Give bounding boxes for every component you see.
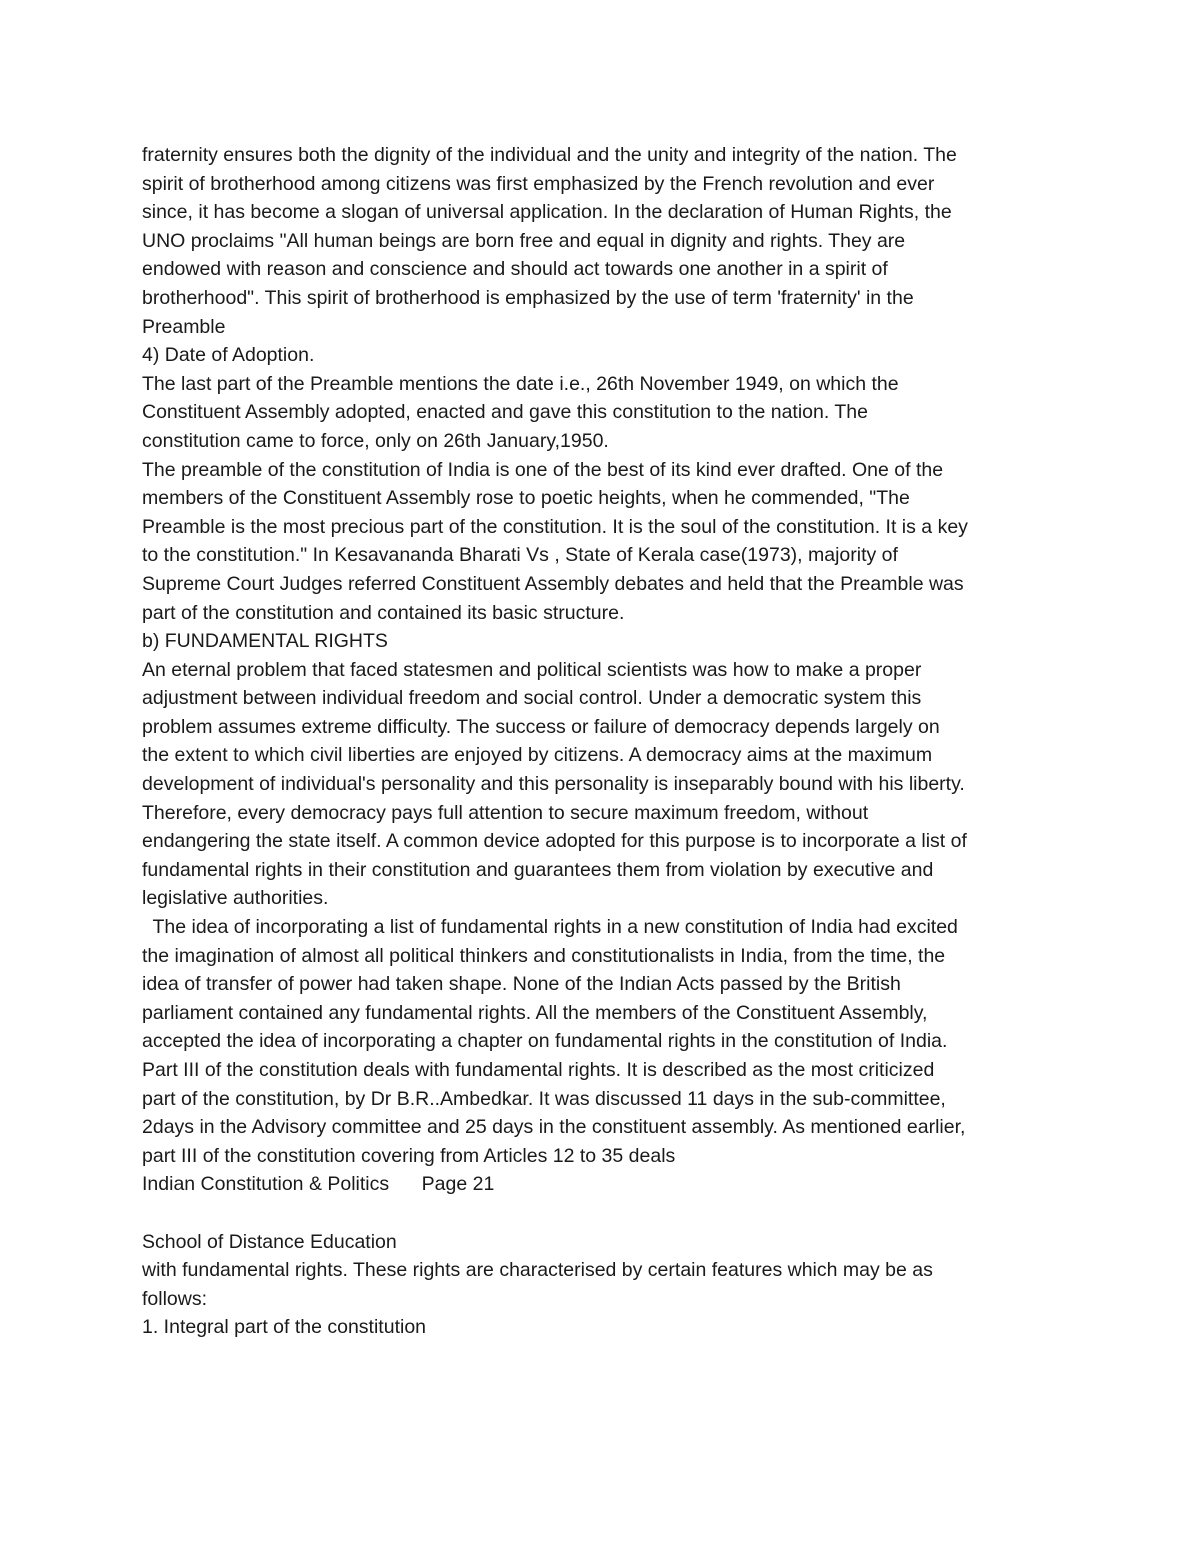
- text-line: UNO proclaims "All human beings are born free and equal in dignity and rights. They are: [142, 229, 906, 252]
- text-line: 2days in the Advisory committee and 25 days in the constituent assembly. As mentioned earlier,: [142, 1116, 966, 1139]
- text-line: part of the constitution and contained its basic structure.: [142, 601, 625, 624]
- text-line: to the constitution." In Kesavananda Bharati Vs , State of Kerala case(1973), majority of: [142, 544, 898, 567]
- section-heading: b) FUNDAMENTAL RIGHTS: [142, 630, 388, 653]
- text-line: problem assumes extreme difficulty. The success or failure of democracy depends largely on: [142, 715, 940, 738]
- page-break-gap: [142, 1199, 1082, 1228]
- text-line: fraternity ensures both the dignity of the individual and the unity and integrity of the nation. The: [142, 144, 957, 166]
- list-item: 1. Integral part of the constitution: [142, 1316, 427, 1339]
- text-line: endowed with reason and conscience and should act towards one another in a spirit of: [142, 258, 888, 281]
- text-line: spirit of brotherhood among citizens was first emphasized by the French revolution and ever: [142, 172, 935, 195]
- text-line: The idea of incorporating a list of fundamental rights in a new constitution of India had excited: [142, 916, 958, 939]
- text-line: Constituent Assembly adopted, enacted and gave this constitution to the nation. The: [142, 401, 868, 424]
- text-line: Preamble: [142, 315, 226, 338]
- text-line: idea of transfer of power had taken shape. None of the Indian Acts passed by the British: [142, 973, 901, 996]
- text-line: adjustment between individual freedom and social control. Under a democratic system this: [142, 687, 922, 710]
- text-line: part III of the constitution covering from Articles 12 to 35 deals: [142, 1144, 676, 1167]
- text-line: the imagination of almost all political thinkers and constitutionalists in India, from the time, the: [142, 944, 946, 967]
- text-line: the extent to which civil liberties are enjoyed by citizens. A democracy aims at the maximum: [142, 744, 933, 767]
- text-line: development of individual's personality and this personality is inseparably bound with his liberty.: [142, 773, 965, 796]
- text-line: brotherhood". This spirit of brotherhood is emphasized by the use of term 'fraternity' in the: [142, 286, 914, 309]
- text-line: legislative authorities.: [142, 887, 329, 910]
- text-line: endangering the state itself. A common device adopted for this purpose is to incorporate a list of: [142, 830, 967, 853]
- text-line: The preamble of the constitution of India is one of the best of its kind ever drafted. One of the: [142, 458, 944, 481]
- text-line: part of the constitution, by Dr B.R..Ambedkar. It was discussed 11 days in the sub-committee,: [142, 1087, 946, 1110]
- text-line: accepted the idea of incorporating a chapter on fundamental rights in the constitution of India.: [142, 1030, 948, 1053]
- text-line: follows:: [142, 1287, 208, 1310]
- section-heading: 4) Date of Adoption.: [142, 344, 315, 367]
- text-line: members of the Constituent Assembly rose to poetic heights, when he commended, "The: [142, 487, 910, 510]
- text-line: parliament contained any fundamental rights. All the members of the Constituent Assembly,: [142, 1001, 928, 1024]
- page-header: School of Distance Education: [142, 1230, 397, 1253]
- text-line: constitution came to force, only on 26th January,1950.: [142, 429, 609, 452]
- text-line: The last part of the Preamble mentions the date i.e., 26th November 1949, on which the: [142, 372, 899, 395]
- text-line: since, it has become a slogan of universal application. In the declaration of Human Rights, the: [142, 201, 952, 224]
- text-line: Part III of the constitution deals with fundamental rights. It is described as the most criticized: [142, 1059, 935, 1081]
- text-line: Therefore, every democracy pays full attention to secure maximum freedom, without: [142, 801, 869, 824]
- text-line: Preamble is the most precious part of the constitution. It is the soul of the constitution. It is a key: [142, 515, 968, 538]
- document-body: [142, 141, 1082, 1342]
- text-line: An eternal problem that faced statesmen and political scientists was how to make a proper: [142, 658, 922, 681]
- text-line: Supreme Court Judges referred Constituent Assembly debates and held that the Preamble was: [142, 572, 964, 595]
- text-line: with fundamental rights. These rights are characterised by certain features which may be as: [142, 1259, 933, 1282]
- text-line: fundamental rights in their constitution and guarantees them from violation by executive and: [142, 858, 934, 881]
- page-footer: Indian Constitution & Politics Page 21: [142, 1173, 495, 1196]
